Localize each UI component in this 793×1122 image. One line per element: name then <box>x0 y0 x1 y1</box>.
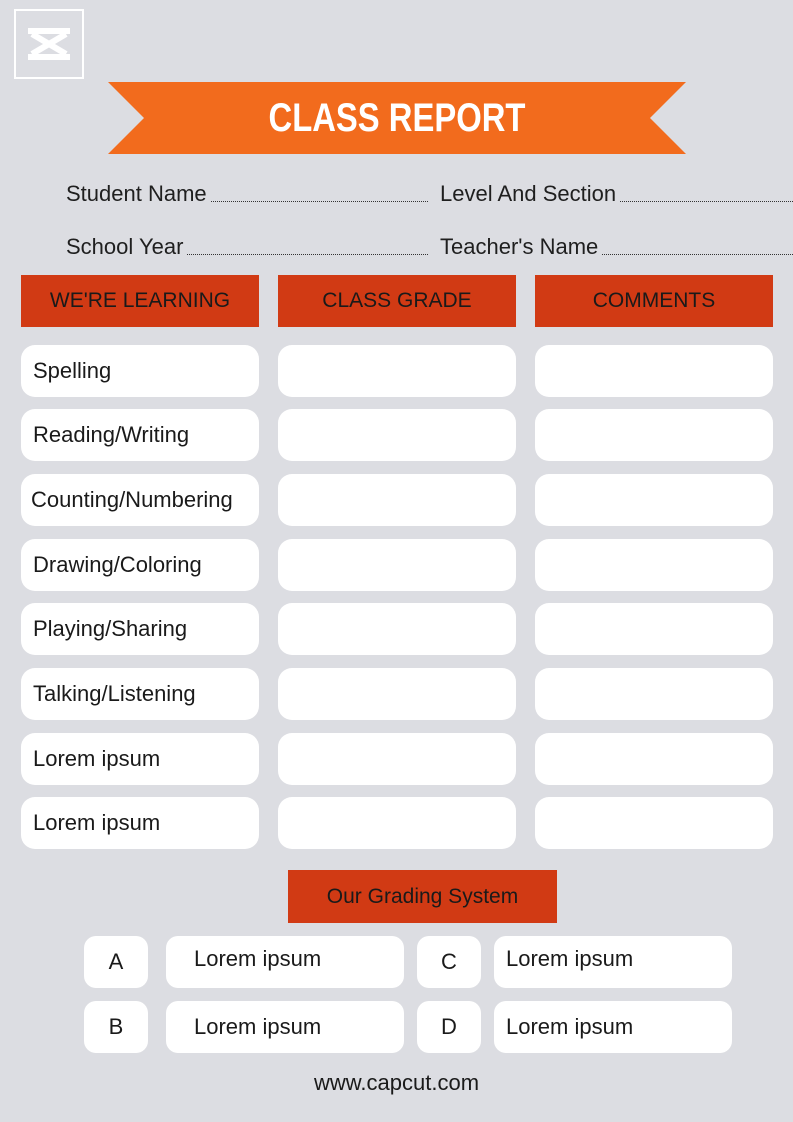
school-year-line[interactable] <box>187 254 428 255</box>
capcut-logo-icon-glyph <box>26 24 72 64</box>
grade-cell[interactable] <box>278 409 516 461</box>
comment-cell[interactable] <box>535 345 773 397</box>
school-year-field[interactable] <box>66 230 428 260</box>
grade-cell[interactable] <box>278 345 516 397</box>
footer-url[interactable]: www.capcut.com <box>313 1070 480 1095</box>
title-banner <box>108 82 686 154</box>
comment-cell[interactable] <box>535 409 773 461</box>
subject-cell: Reading/Writing <box>21 409 259 461</box>
grade-cell[interactable] <box>278 668 516 720</box>
teacher-name-field[interactable] <box>440 230 793 260</box>
grade-cell[interactable] <box>278 474 516 526</box>
subject-cell: Drawing/Coloring <box>21 539 259 591</box>
grade-desc-d[interactable]: Lorem ipsum <box>494 1001 732 1053</box>
subject-cell: Talking/Listening <box>21 668 259 720</box>
header-class-grade: CLASS GRADE <box>278 275 516 327</box>
comment-cell[interactable] <box>535 603 773 655</box>
comment-cell[interactable] <box>535 539 773 591</box>
comment-cell[interactable] <box>535 668 773 720</box>
subject-cell: Spelling <box>21 345 259 397</box>
student-name-field[interactable] <box>66 177 428 207</box>
grade-desc-c[interactable]: Lorem ipsum <box>494 936 732 988</box>
grade-cell[interactable] <box>278 733 516 785</box>
school-year-label: School Year <box>66 234 184 259</box>
grade-cell[interactable] <box>278 797 516 849</box>
grade-letter-c: C <box>417 936 481 988</box>
level-section-line[interactable] <box>620 201 793 202</box>
grade-cell[interactable] <box>278 603 516 655</box>
teacher-name-line[interactable] <box>602 254 793 255</box>
level-section-label: Level And Section <box>440 181 617 206</box>
header-comments: COMMENTS <box>535 275 773 327</box>
grade-letter-b: B <box>84 1001 148 1053</box>
student-name-line[interactable] <box>211 201 428 202</box>
grade-letter-a: A <box>84 936 148 988</box>
grade-letter-d: D <box>417 1001 481 1053</box>
student-name-label: Student Name <box>66 181 207 206</box>
subject-cell: Playing/Sharing <box>21 603 259 655</box>
grading-system-title: Our Grading System <box>288 870 557 923</box>
teacher-name-label: Teacher's Name <box>440 234 599 259</box>
subject-cell: Lorem ipsum <box>21 733 259 785</box>
header-learning: WE'RE LEARNING <box>21 275 259 327</box>
level-section-field[interactable] <box>440 177 793 207</box>
capcut-logo-icon <box>14 9 84 79</box>
comment-cell[interactable] <box>535 733 773 785</box>
page-title: CLASS REPORT <box>268 95 526 140</box>
grade-desc-b[interactable]: Lorem ipsum <box>166 1001 404 1053</box>
subject-cell: Counting/Numbering <box>21 474 259 526</box>
subject-cell: Lorem ipsum <box>21 797 259 849</box>
comment-cell[interactable] <box>535 797 773 849</box>
grade-cell[interactable] <box>278 539 516 591</box>
grade-desc-a[interactable]: Lorem ipsum <box>166 936 404 988</box>
comment-cell[interactable] <box>535 474 773 526</box>
